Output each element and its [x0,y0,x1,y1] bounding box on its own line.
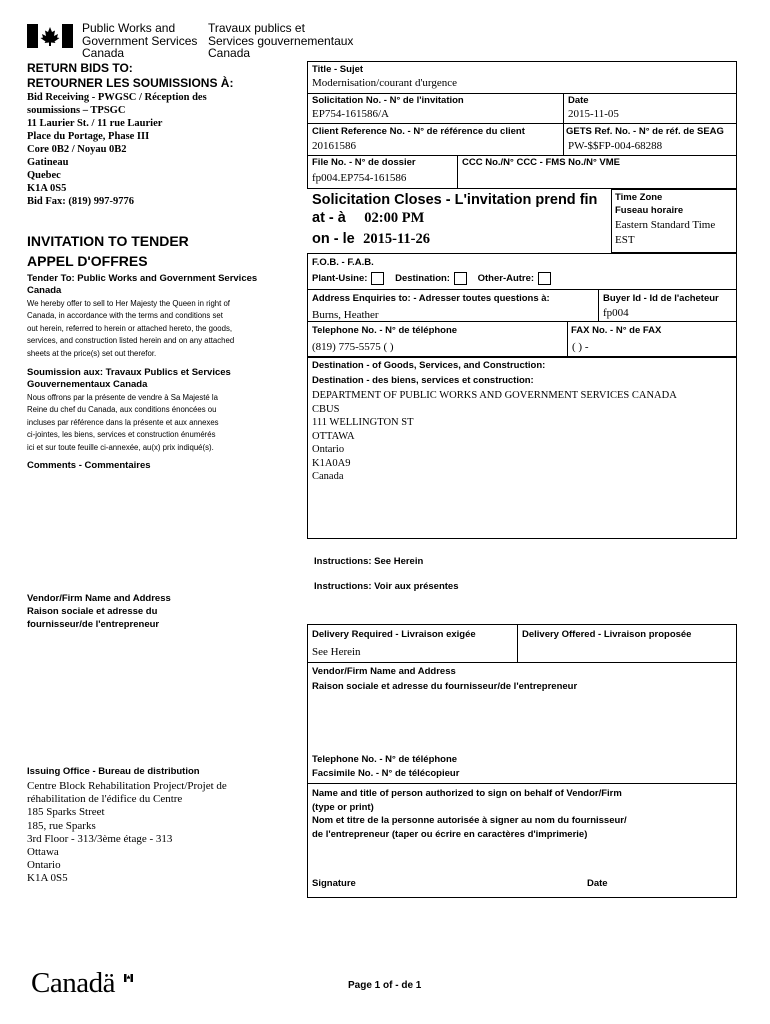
vendor-left-line: Raison sociale et adresse du [27,606,158,617]
vendor-telephone-label: Telephone No. - N° de téléphone [312,754,458,765]
destination-checkbox[interactable] [454,272,467,285]
canada-flag-icon [27,24,73,48]
destination-address-line: OTTAWA [312,430,355,442]
return-address-line: Bid Receiving - PWGSC / Réception des [27,92,207,103]
return-address-line: 11 Laurier St. / 11 rue Laurier [27,118,163,129]
offer-paragraph-en-line: Canada, in accordance with the terms and conditions set [27,311,223,321]
title-label: Title - Sujet [312,64,364,75]
gets-ref-label: GETS Ref. No. - N° de réf. de SEAG [566,126,724,137]
offer-paragraph-fr [27,392,277,454]
issuing-office-line: Ottawa [27,846,59,859]
vendor-left-line: Vendor/Firm Name and Address [27,593,171,604]
return-title-fr: RETOURNER LES SOUMISSIONS À: [27,76,234,90]
signature-date-label: Date [587,878,608,889]
authorized-signatory-label [312,787,627,841]
delivery-required-label: Delivery Required - Livraison exigée [312,629,476,640]
authorized-signatory-line: Name and title of person authorized to sign on behalf of Vendor/Firm [312,788,622,799]
return-address-line: Bid Fax: (819) 997-9776 [27,196,135,207]
telephone-value: (819) 775-5575 ( ) [312,341,394,353]
date-label: Date [568,95,589,106]
dept-en-line: Public Works and [82,21,176,35]
fax-label: FAX No. - N° de FAX [571,325,662,336]
authorized-signatory-line: Nom et titre de la personne autorisée à signer au nom du fournisseur/ [312,815,627,827]
return-address-line: Quebec [27,170,61,181]
at-label: at - à [312,210,346,226]
department-name-en [82,22,197,60]
tender-to-line: Tender To: Public Works and Government Services [27,273,258,284]
offer-paragraph-en [27,298,277,360]
vendor-left-line: fournisseur/de l'entrepreneur [27,619,160,630]
offer-paragraph-fr-line: incluses par référence dans la présente et aux annexes [27,417,219,427]
closes-at [312,209,424,227]
destination-goods-label-en: Destination - of Goods, Services, and Construction: [312,360,546,371]
date-value: 2015-11-05 [568,108,619,120]
solicitation-closes-title: Solicitation Closes - L'invitation prend fin [312,192,598,208]
tender-to-line: Canada [27,285,62,296]
return-address-line: Place du Portage, Phase III [27,131,150,142]
tender-to [27,273,257,297]
other-autre-checkbox[interactable] [538,272,551,285]
issuing-office-line: 185 Sparks Street [27,806,105,819]
address-enquiries-value: Burns, Heather [312,309,379,321]
return-address-line: Core 0B2 / Noyau 0B2 [27,144,127,155]
issuing-office-line: 3rd Floor - 313/3ème étage - 313 [27,832,173,845]
return-address-line: Gatineau [27,157,69,168]
dept-fr-line: Services gouvernementaux [208,33,354,48]
offer-paragraph-fr-line: Reine du chef du Canada, aux conditions énoncées ou [27,405,217,415]
address-enquiries-label: Address Enquiries to: - Adresser toutes questions à: [312,293,550,304]
soumission-line: Gouvernementaux Canada [27,379,148,390]
invitation-heading [27,231,189,271]
vendor-fax-label: Facsimile No. - N° de télécopieur [312,768,460,779]
solicitation-no-label: Solicitation No. - N° de l'invitation [312,95,464,106]
destination-address-line: Ontario [312,444,345,455]
destination-address-line: Canada [312,471,344,482]
gets-ref-value: PW-$$FP-004-68288 [568,140,663,152]
issuing-office-line: 185, rue Sparks [27,819,96,832]
offer-paragraph-en-line: out herein, referred to herein or attached hereto, the goods, [27,323,233,333]
plant-usine-label: Plant-Usine: [312,273,368,285]
other-autre-label: Other-Autre: [477,273,535,285]
soumission-aux [27,367,231,391]
authorized-signatory-line: de l'entrepreneur (taper ou écrire en caractères d'imprimerie) [312,828,588,840]
issuing-office-line: Centre Block Rehabilitation Project/Projet de [27,780,227,792]
on-label: on - le [312,231,355,247]
telephone-label: Telephone No. - N° de téléphone [312,325,458,336]
offer-paragraph-fr-line: ci-jointes, les biens, services et construction énumérés [27,430,216,440]
destination-address-line: K1A0A9 [312,457,351,469]
file-no-value: fp004.EP754-161586 [312,172,407,184]
dept-fr-line: Canada [208,46,251,60]
issuing-office-line: K1A 0S5 [27,872,68,885]
client-ref-label: Client Reference No. - N° de référence du client [312,126,525,137]
authorized-name-field[interactable] [310,844,734,874]
canada-wordmark: Canadä [31,967,115,999]
destination-address-line: 111 WELLINGTON ST [312,417,414,428]
return-title-en: RETURN BIDS TO: [27,61,133,75]
instructions-fr: Instructions: Voir aux présentes [314,581,459,592]
issuing-office-label: Issuing Office - Bureau de distribution [27,766,200,777]
department-name-fr [208,22,353,60]
client-ref-value: 20161586 [312,140,356,152]
timezone-label: Time Zone [615,192,663,203]
vendor-name-label-en: Vendor/Firm Name and Address [312,666,456,677]
delivery-offered-label: Delivery Offered - Livraison proposée [522,629,692,640]
offer-paragraph-fr-line: Nous offrons par la présente de vendre à Sa Majesté la [27,393,218,402]
delivery-required-value: See Herein [312,646,361,658]
offer-paragraph-en-line: services, and construction listed herein and on any attached [27,336,235,346]
return-address [27,91,207,208]
offer-paragraph-fr-line: ici et sur toute feuille ci-annexée, au(x) prix indiqué(s). [27,442,214,452]
on-value: 2015-11-26 [363,231,431,247]
issuing-office-address [27,780,227,886]
vendor-name-label-fr: Raison sociale et adresse du fournisseur/de l'entrepreneur [312,681,578,692]
instructions-en: Instructions: See Herein [314,556,424,567]
ccc-no-label: CCC No./N° CCC - FMS No./N° VME [462,157,621,168]
fax-value: ( ) - [572,341,589,353]
fob-options [312,272,559,285]
timezone-value: Eastern Standard Time [615,219,716,231]
solicitation-no-value: EP754-161586/A [312,108,389,120]
page-number: Page 1 of - de 1 [348,980,422,991]
issuing-office-line: réhabilitation de l'édifice du Centre [27,793,183,806]
buyer-id-value: fp004 [603,307,629,319]
invitation-title-en: INVITATION TO TENDER [27,233,189,249]
invitation-title-fr: APPEL D'OFFRES [27,253,148,269]
delivery-offered-field[interactable] [518,643,736,661]
dept-en-line: Canada [82,46,125,60]
title-value: Modernisation/courant d'urgence [312,77,458,89]
destination-address-line: CBUS [312,403,340,415]
file-no-label: File No. - N° de dossier [312,157,416,168]
at-value: 02:00 PM [364,210,425,226]
return-address-line: K1A 0S5 [27,183,67,194]
canada-wordmark-flag-icon [124,969,133,977]
signature-label: Signature [312,878,356,889]
return-address-line: soumissions – TPSGC [27,105,126,116]
vendor-name-field[interactable] [310,696,734,748]
closes-on [312,230,430,248]
soumission-line: Soumission aux: Travaux Publics et Services [27,367,231,378]
vendor-left-label [27,592,171,631]
destination-address-line: DEPARTMENT OF PUBLIC WORKS AND GOVERNMENT SERVICES CANADA [312,390,677,401]
comments-label: Comments - Commentaires [27,460,151,471]
offer-paragraph-en-line: sheets at the price(s) set out therefor. [27,348,157,358]
destination-goods-label-fr: Destination - des biens, services et construction: [312,375,534,386]
offer-paragraph-en-line: We hereby offer to sell to Her Majesty the Queen in right of [27,299,230,308]
timezone-abbr: EST [615,234,635,246]
dept-fr-line: Travaux publics et [208,21,305,35]
destination-label: Destination: [395,273,450,285]
destination-address [312,389,677,484]
timezone-label-fr: Fuseau horaire [615,205,684,216]
dept-en-line: Government Services [82,33,198,48]
return-bids-heading [27,61,233,91]
fob-label: F.O.B. - F.A.B. [312,257,374,268]
plant-usine-checkbox[interactable] [371,272,384,285]
buyer-id-label: Buyer Id - Id de l'acheteur [603,293,719,304]
authorized-signatory-line: (type or print) [312,801,374,813]
issuing-office-line: Ontario [27,859,61,872]
